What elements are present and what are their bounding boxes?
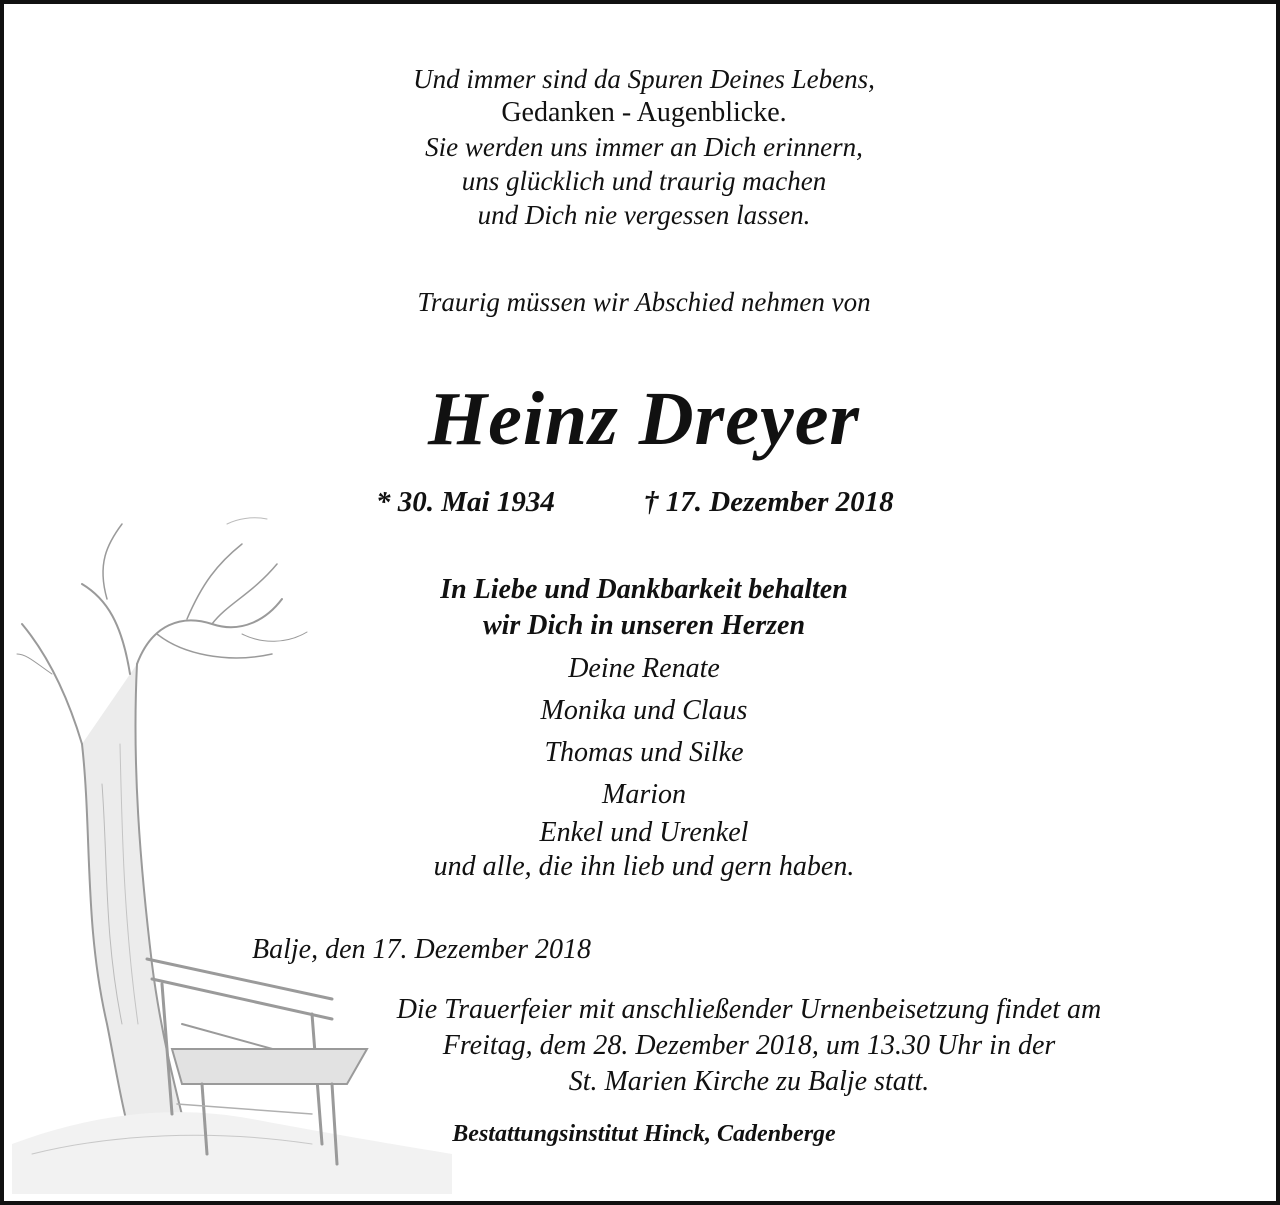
mourner-name: Marion: [602, 779, 686, 810]
ceremony-line: St. Marien Kirche zu Balje statt.: [568, 1066, 930, 1097]
deceased-name: Heinz Dreyer: [427, 377, 861, 461]
birth-date: * 30. Mai 1934: [376, 486, 555, 518]
mourners-heading-line: In Liebe und Dankbarkeit behalten: [440, 574, 848, 605]
place-and-date: Balje, den 17. Dezember 2018: [252, 934, 592, 965]
ceremony-info: [334, 992, 1164, 1100]
mourner-name: und alle, die ihn lieb und gern haben.: [433, 851, 855, 882]
poem: [4, 62, 1280, 232]
poem-line: Gedanken - Augenblicke.: [501, 97, 787, 128]
farewell-intro: Traurig müssen wir Abschied nehmen von: [417, 287, 871, 317]
poem-line: Und immer sind da Spuren Deines Lebens,: [413, 64, 875, 94]
mourner-name: Deine Renate: [568, 653, 720, 684]
ceremony-line: Die Trauerfeier mit anschließender Urnenbeisetzung findet am: [396, 994, 1102, 1025]
poem-line: uns glücklich und traurig machen: [461, 166, 827, 196]
poem-line: und Dich nie vergessen lassen.: [477, 200, 811, 230]
poem-line: Sie werden uns immer an Dich erinnern,: [425, 132, 863, 162]
mourners-heading: [4, 572, 1280, 644]
death-date: † 17. Dezember 2018: [644, 486, 894, 518]
mourners-list: [4, 648, 1280, 884]
mourner-name: Thomas und Silke: [544, 737, 744, 768]
ceremony-line: Freitag, dem 28. Dezember 2018, um 13.30 Uhr in der: [442, 1030, 1056, 1061]
mourner-name: Enkel und Urenkel: [539, 817, 749, 848]
undertaker: Bestattungsinstitut Hinck, Cadenberge: [452, 1121, 836, 1147]
mourner-name: Monika und Claus: [540, 695, 748, 726]
mourners-heading-line: wir Dich in unseren Herzen: [482, 610, 806, 641]
